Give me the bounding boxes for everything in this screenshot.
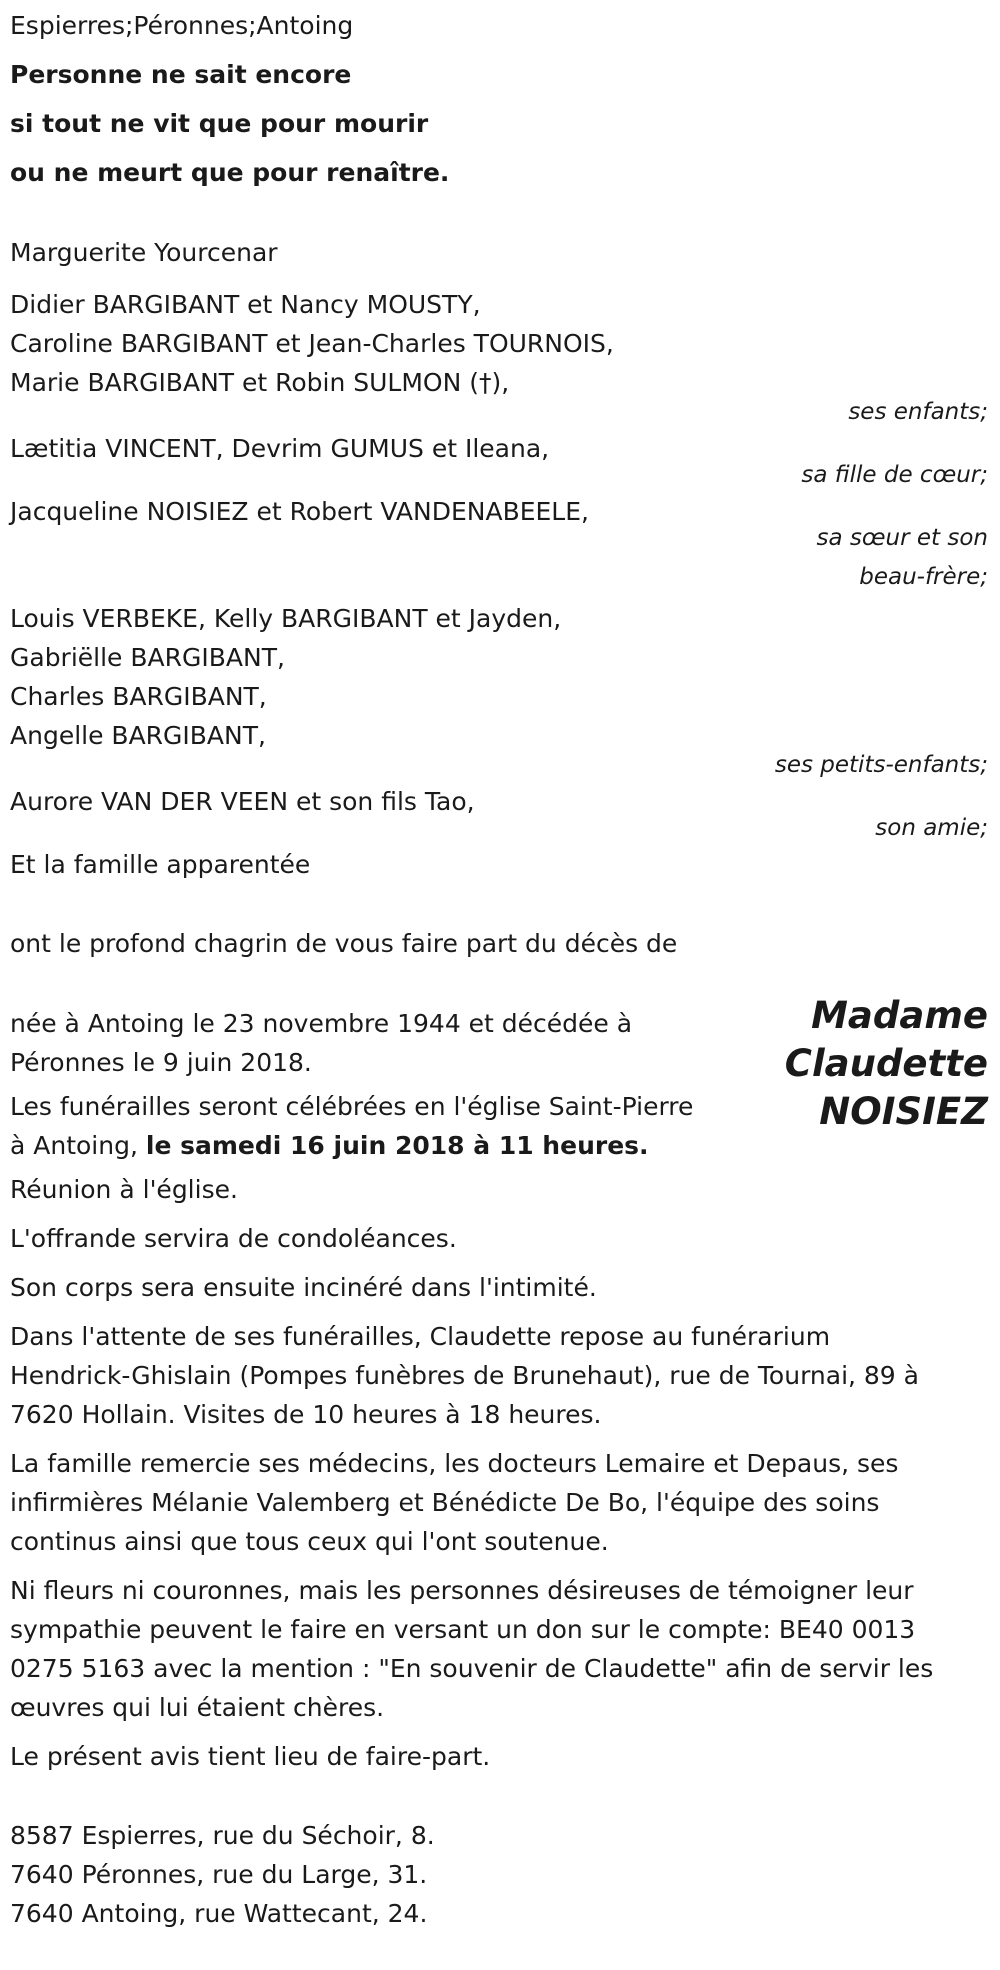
deceased-name [728,992,988,1136]
funeral-date: le samedi 16 juin 2018 à 11 heures. [145,1131,649,1160]
flowers-line-1: Ni fleurs ni couronnes, mais les personnes désireuses de témoigner leur [10,1576,914,1605]
heart-daughter: Lætitia VINCENT, Devrim GUMUS et Ileana, [10,434,550,463]
grandchildren-line-3: Charles BARGIBANT, [10,682,267,711]
friend: Aurore VAN DER VEEN et son fils Tao, [10,787,475,816]
funeral-place: à Antoing, [10,1131,146,1160]
rest-line-1: Dans l'attente de ses funérailles, Claudette repose au funérarium [10,1322,831,1351]
thanks-line-2: infirmières Mélanie Valemberg et Bénédicte De Bo, l'équipe des soins [10,1488,880,1517]
funeral-line-2 [10,1126,649,1166]
birth-line-2: Péronnes le 9 juin 2018. [10,1048,312,1077]
offering: L'offrande servira de condoléances. [10,1224,457,1253]
grandchildren-line-1: Louis VERBEKE, Kelly BARGIBANT et Jayden, [10,604,562,633]
meeting: Réunion à l'église. [10,1175,238,1204]
friend-role: son amie; [875,815,988,841]
rest-line-2: Hendrick-Ghislain (Pompes funèbres de Brunehaut), rue de Tournai, 89 à [10,1361,919,1390]
deceased-title: Madame [811,994,988,1037]
flowers-line-3: 0275 5163 avec la mention : "En souvenir de Claudette" afin de servir les [10,1654,934,1683]
funeral-line-1: Les funérailles seront célébrées en l'église Saint-Pierre [10,1092,694,1121]
quote-line-1: Personne ne sait encore [10,60,352,89]
sister-role-1: sa sœur et son [816,525,988,551]
flowers-line-2: sympathie peuvent le faire en versant un don sur le compte: BE40 0013 [10,1615,916,1644]
children-line-2: Caroline BARGIBANT et Jean-Charles TOURNOIS, [10,329,614,358]
children-role: ses enfants; [848,399,988,425]
address-espierres: 8587 Espierres, rue du Séchoir, 8. [10,1821,435,1850]
address-antoing: 7640 Antoing, rue Wattecant, 24. [10,1899,428,1928]
deceased-first-name: Claudette [784,1042,988,1085]
address-peronnes: 7640 Péronnes, rue du Large, 31. [10,1860,428,1889]
quote-line-2: si tout ne vit que pour mourir [10,109,429,138]
children-line-3: Marie BARGIBANT et Robin SULMON (†), [10,368,510,397]
rest-line-3: 7620 Hollain. Visites de 10 heures à 18 heures. [10,1400,602,1429]
thanks-line-3: continus ainsi que tous ceux qui l'ont soutenue. [10,1527,609,1556]
sister-role-2: beau-frère; [859,564,988,590]
locations-header: Espierres;Péronnes;Antoing [10,11,354,40]
flowers-line-4: œuvres qui lui étaient chères. [10,1693,385,1722]
notice: Le présent avis tient lieu de faire-part. [10,1742,491,1771]
grandchildren-line-2: Gabriëlle BARGIBANT, [10,643,285,672]
grandchildren-role: ses petits-enfants; [774,752,988,778]
relatives: Et la famille apparentée [10,850,311,879]
grandchildren-line-4: Angelle BARGIBANT, [10,721,266,750]
deceased-last-name: NOISIEZ [819,1090,988,1133]
announcement: ont le profond chagrin de vous faire part du décès de [10,929,678,958]
sister: Jacqueline NOISIEZ et Robert VANDENABEELE, [10,497,589,526]
children-line-1: Didier BARGIBANT et Nancy MOUSTY, [10,290,481,319]
quote-author: Marguerite Yourcenar [10,238,278,267]
thanks-line-1: La famille remercie ses médecins, les docteurs Lemaire et Depaus, ses [10,1449,899,1478]
birth-line-1: née à Antoing le 23 novembre 1944 et décédée à [10,1009,633,1038]
quote-line-3: ou ne meurt que pour renaître. [10,158,450,187]
heart-daughter-role: sa fille de cœur; [801,462,988,488]
cremation: Son corps sera ensuite incinéré dans l'intimité. [10,1273,597,1302]
